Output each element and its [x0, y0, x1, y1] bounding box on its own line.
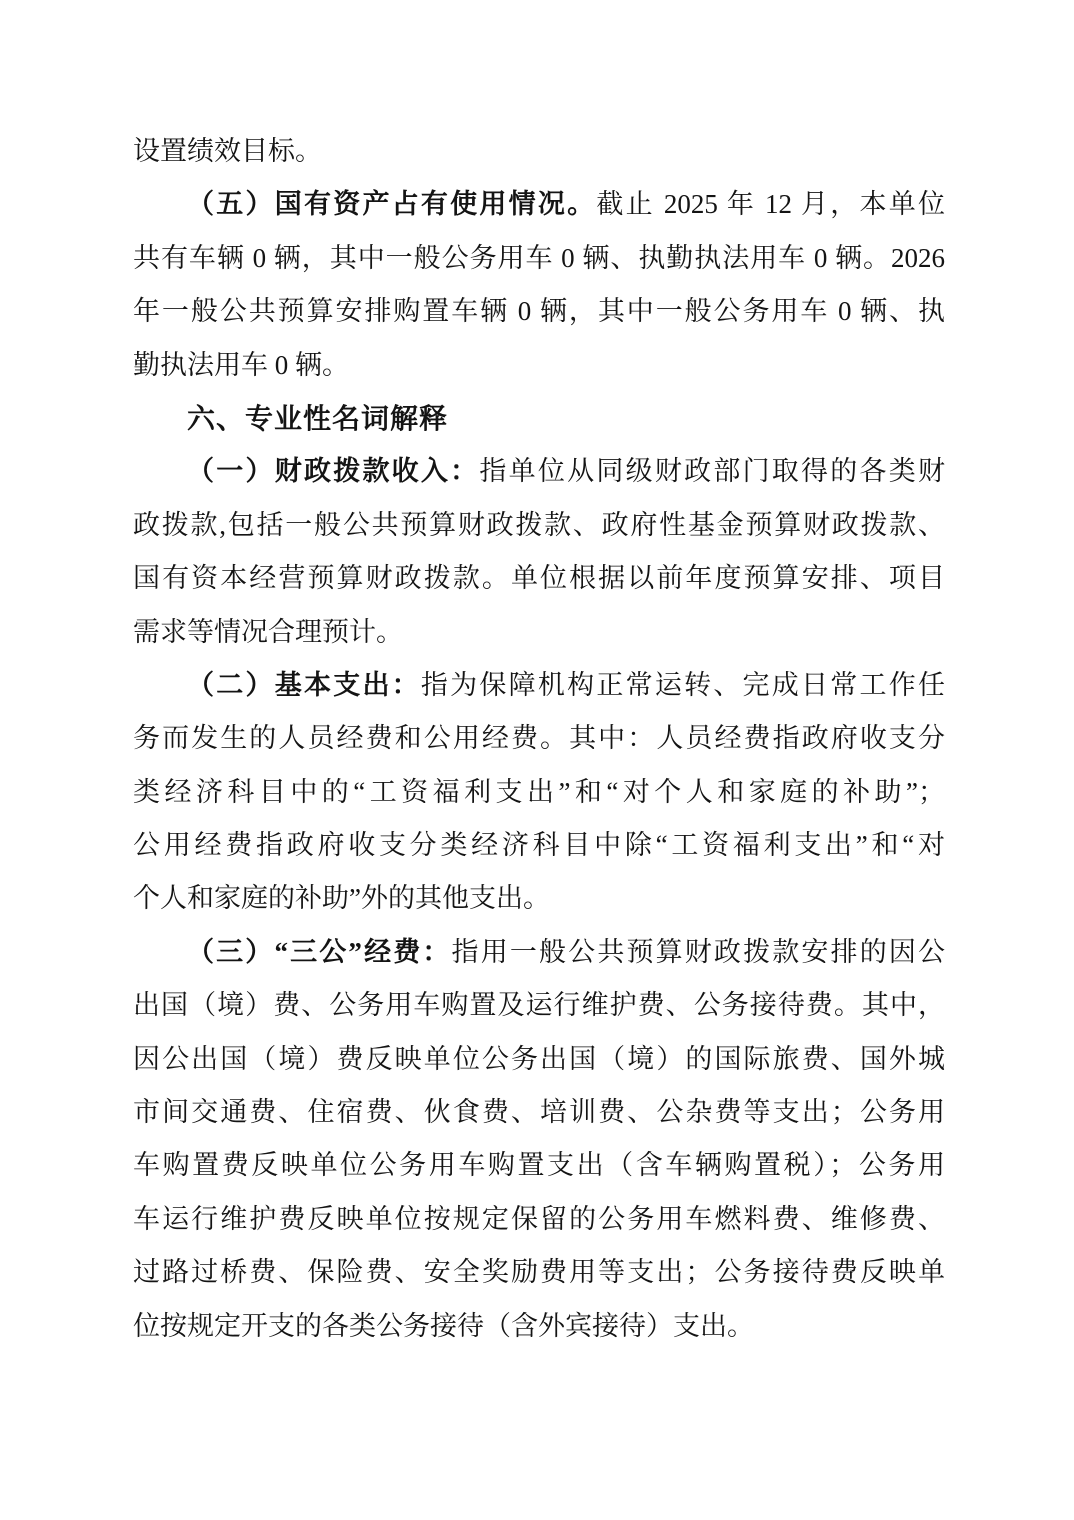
line-text: 过路过桥费、保险费、安全奖励费用等支出；公务接待费反映单	[133, 1257, 945, 1288]
line-text: 共有车辆 0 辆，其中一般公务用车 0 辆、执勤执法用车 0 辆。2026	[133, 242, 945, 273]
line-text: 因公出国（境）费反映单位公务出国（境）的国际旅费、国外城	[133, 1043, 945, 1074]
line-text: 车运行维护费反映单位按规定保留的公务用车燃料费、维修费、	[133, 1203, 945, 1234]
paragraph-lead: （一）财政拨款收入：	[187, 456, 480, 487]
section-heading: 六、专业性名词解释	[187, 402, 449, 434]
line-text: 需求等情况合理预计。	[133, 616, 403, 647]
line-text: 设置绩效目标。	[133, 136, 322, 166]
text-line	[133, 1086, 945, 1139]
line-text: 务而发生的人员经费和公用经费。其中：人员经费指政府收支分	[133, 723, 945, 754]
paragraph-lead: （五）国有资产占有使用情况。	[187, 189, 597, 220]
line-text: 市间交通费、住宿费、伙食费、培训费、公杂费等支出；公务用	[133, 1097, 945, 1128]
line-text: 政拨款,包括一般公共预算财政拨款、政府性基金预算财政拨款、	[133, 509, 945, 540]
line-text: 类经济科目中的“工资福利支出”和“对个人和家庭的补助”；	[133, 776, 945, 807]
line-text: 位按规定开支的各类公务接待（含外宾接待）支出。	[133, 1310, 754, 1341]
line-text: 车购置费反映单位公务用车购置支出（含车辆购置税）；公务用	[133, 1150, 945, 1181]
text-line	[133, 659, 945, 712]
text-line	[133, 819, 945, 872]
text-line	[133, 1246, 945, 1299]
line-text: 截止 2025 年 12 月，本单位	[596, 189, 945, 220]
line-text: 出国（境）费、公务用车购置及运行维护费、公务接待费。其中，	[133, 990, 945, 1021]
text-line	[133, 285, 945, 338]
text-line	[133, 1139, 945, 1192]
line-text: 公用经费指政府收支分类经济科目中除“工资福利支出”和“对	[133, 830, 945, 861]
text-line	[133, 445, 945, 498]
text-line	[133, 178, 945, 231]
line-text: 指单位从同级财政部门取得的各类财	[479, 456, 946, 487]
text-line	[133, 1033, 945, 1086]
text-line	[133, 232, 945, 285]
text-line	[133, 712, 945, 765]
text-line	[133, 499, 945, 552]
paragraph-lead: （三）“三公”经费：	[187, 936, 452, 967]
line-text: 个人和家庭的补助”外的其他支出。	[133, 883, 550, 914]
text-line	[133, 392, 945, 445]
line-text: 指用一般公共预算财政拨款安排的因公	[451, 936, 946, 967]
line-text: 指为保障机构正常运转、完成日常工作任	[420, 669, 946, 700]
line-text: 年一般公共预算安排购置车辆 0 辆，其中一般公务用车 0 辆、执	[133, 296, 945, 327]
text-line	[133, 552, 945, 605]
text-line	[133, 606, 945, 659]
paragraph-lead: （二）基本支出：	[187, 669, 421, 700]
line-text: 勤执法用车 0 辆。	[133, 349, 349, 380]
text-line	[133, 766, 945, 819]
text-line	[133, 1300, 945, 1353]
text-line	[133, 979, 945, 1032]
text-line	[133, 1193, 945, 1246]
text-line	[133, 926, 945, 979]
text-line	[133, 125, 945, 178]
text-line	[133, 339, 945, 392]
text-line	[133, 872, 945, 925]
document-text-block	[133, 125, 945, 1353]
line-text: 国有资本经营预算财政拨款。单位根据以前年度预算安排、项目	[133, 563, 945, 594]
